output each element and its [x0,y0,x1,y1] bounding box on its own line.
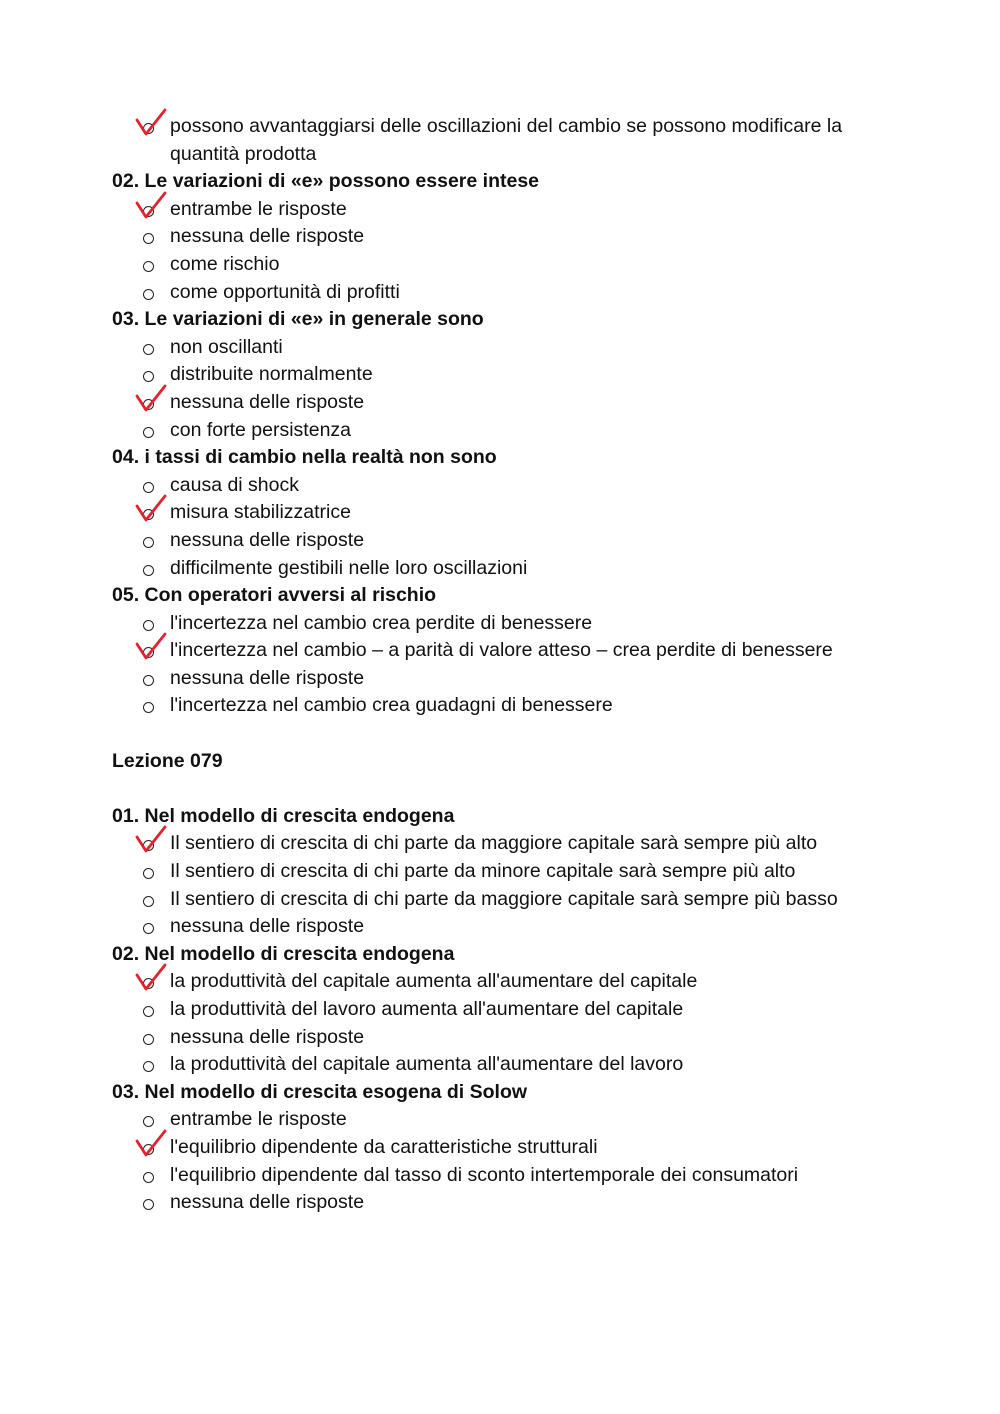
question-title: 03. Nel modello di crescita esogena di Solow [112,1080,528,1103]
circle-bullet-icon [142,1051,156,1079]
option-text: come rischio [170,252,280,275]
option-item [112,858,892,886]
option-text: nessuna delle risposte [170,1025,365,1048]
circle-bullet-icon [142,334,156,362]
option-text: Il sentiero di crescita di chi parte da maggiore capitale sarà sempre più basso [170,887,838,910]
option-item [112,692,892,720]
checkmark-icon [135,191,167,223]
question-title: 02. Le variazioni di «e» possono essere intese [112,170,540,193]
circle-bullet-icon [142,555,156,583]
circle-bullet-icon [142,279,156,307]
circle-bullet-icon [142,913,156,941]
circle-bullet-icon [142,1024,156,1052]
question-block [112,1079,892,1217]
option-text: come opportunità di profitti [170,280,400,303]
option-item [112,1162,892,1190]
circle-bullet-icon [142,1189,156,1217]
option-item [112,1134,892,1162]
question-block [112,444,892,582]
option-text: l'equilibrio dipendente dal tasso di sconto intertemporale dei consumatori [170,1163,799,1186]
question-title: 05. Con operatori avversi al rischio [112,584,437,607]
option-item [112,555,892,583]
question-title: 03. Le variazioni di «e» in generale sono [112,308,484,331]
circle-bullet-icon [142,527,156,555]
option-list [112,196,892,306]
checkmark-icon [135,825,167,857]
checkmark-icon [135,1129,167,1161]
option-list [112,830,892,940]
option-list [112,1106,892,1216]
lesson-title: Lezione 079 [112,749,223,772]
checkmark-icon [135,963,167,995]
question-title: 01. Nel modello di crescita endogena [112,804,455,827]
option-text: nessuna delle risposte [170,390,365,413]
option-item [112,1051,892,1079]
circle-bullet-icon [142,692,156,720]
option-text: entrambe le risposte [170,1108,347,1131]
option-list [112,472,892,582]
circle-bullet-icon [142,1162,156,1190]
option-text: entrambe le risposte [170,197,347,220]
option-text: la produttività del capitale aumenta all'aumentare del capitale [170,970,698,993]
option-item [112,886,892,914]
option-item [112,1106,892,1134]
option-text: nessuna delle risposte [170,225,365,248]
option-item [112,334,892,362]
option-item [112,637,892,665]
circle-bullet-icon [142,251,156,279]
option-text: nessuna delle risposte [170,1191,365,1214]
option-item [112,417,892,445]
option-text: difficilmente gestibili nelle loro oscillazioni [170,556,528,579]
checkmark-icon [135,108,167,140]
checkmark-icon [135,494,167,526]
option-item [112,279,892,307]
option-item [112,1189,892,1217]
option-item [112,968,892,996]
question-title: 04. i tassi di cambio nella realtà non sono [112,446,497,469]
option-item [112,251,892,279]
option-item [112,223,892,251]
option-text: l'incertezza nel cambio – a parità di valore atteso – crea perdite di benessere [170,639,833,662]
option-list [112,610,892,720]
question-block [112,306,892,444]
option-item [112,113,892,168]
question-block [112,582,892,720]
option-text: nessuna delle risposte [170,915,365,938]
option-item [112,389,892,417]
question-title: 02. Nel modello di crescita endogena [112,942,455,965]
circle-bullet-icon [142,665,156,693]
option-text: l'equilibrio dipendente da caratteristiche strutturali [170,1135,598,1158]
option-text: misura stabilizzatrice [170,501,351,524]
checkmark-icon [135,384,167,416]
option-text: l'incertezza nel cambio crea guadagni di benessere [170,694,613,717]
option-item [112,361,892,389]
circle-bullet-icon [142,996,156,1024]
option-text: con forte persistenza [170,418,352,441]
option-item [112,913,892,941]
option-text: la produttività del capitale aumenta all'aumentare del lavoro [170,1053,684,1076]
option-text: causa di shock [170,473,299,496]
option-text: l'incertezza nel cambio crea perdite di benessere [170,611,593,634]
option-text: nessuna delle risposte [170,666,365,689]
option-text: non oscillanti [170,335,283,358]
option-text: nessuna delle risposte [170,528,365,551]
option-text: la produttività del lavoro aumenta all'aumentare del capitale [170,998,684,1020]
option-item [112,196,892,224]
question-block [112,941,892,1079]
circle-bullet-icon [142,223,156,251]
option-text: Il sentiero di crescita di chi parte da minore capitale sarà sempre più alto [170,860,796,883]
checkmark-icon [135,632,167,664]
question-block [112,803,892,941]
circle-bullet-icon [142,417,156,445]
option-text: distribuite normalmente [170,363,373,386]
option-item [112,1024,892,1052]
option-item [112,472,892,500]
question-block [112,168,892,306]
circle-bullet-icon [142,858,156,886]
option-item [112,665,892,693]
option-item [112,527,892,555]
option-item [112,830,892,858]
intro-options [112,113,892,168]
circle-bullet-icon [142,886,156,914]
document-page [112,113,892,1217]
option-list [112,968,892,1078]
option-list [112,334,892,444]
option-item [112,996,892,1024]
option-item [112,499,892,527]
option-text: possono avvantaggiarsi delle oscillazioni del cambio se possono modificare la quantità prodotta [170,115,843,165]
option-item [112,610,892,638]
option-text: Il sentiero di crescita di chi parte da maggiore capitale sarà sempre più alto [170,832,818,855]
